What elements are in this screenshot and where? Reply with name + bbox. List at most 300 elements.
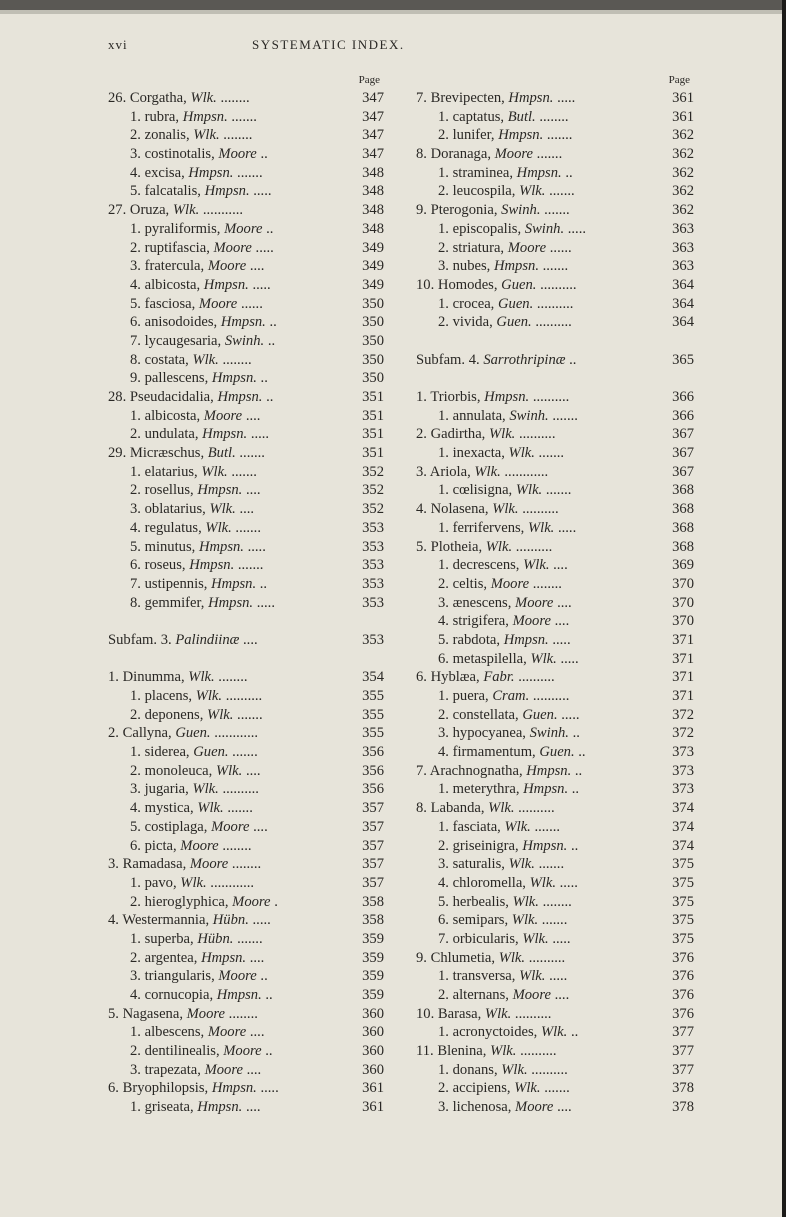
entry-number: 27.	[108, 202, 127, 219]
taxon-name: jugaria,	[144, 781, 189, 798]
taxon-name: Ariola,	[429, 463, 471, 480]
page-reference: 364	[664, 313, 694, 332]
entry-number: 4.	[416, 501, 427, 518]
taxon-name: dentilinealis,	[144, 1043, 220, 1060]
entry-number: 6.	[438, 650, 449, 667]
leader-dots: .......	[549, 183, 575, 200]
species-entry	[416, 1079, 694, 1098]
entry-number: 5.	[438, 893, 449, 910]
taxon-name: albicosta,	[144, 407, 201, 424]
entry-number: 1.	[438, 164, 449, 181]
species-entry	[108, 369, 384, 388]
leader-dots: .......	[538, 856, 565, 873]
taxon-author: Moore	[223, 1043, 262, 1060]
taxon-name: Westermannia,	[122, 912, 210, 929]
leader-dots: .......	[237, 706, 263, 723]
entry-text	[438, 220, 586, 239]
entry-number: 3.	[438, 856, 449, 873]
taxon-author: Hmpsn.	[211, 370, 257, 387]
entry-text	[108, 444, 265, 463]
species-entry	[108, 930, 384, 949]
subfamily-entry	[108, 631, 384, 650]
genus-entry	[416, 1042, 694, 1061]
taxon-author: Moore	[198, 295, 238, 312]
taxon-author: Swinh.	[501, 202, 541, 219]
page-reference: 368	[664, 519, 694, 538]
entry-number: 4.	[130, 987, 141, 1003]
taxon-name: acronyctoides,	[452, 1024, 538, 1041]
taxon-author: Moore	[189, 856, 229, 873]
species-entry	[108, 276, 384, 295]
leader-dots: .......	[232, 744, 258, 761]
taxon-author: Hmpsn.	[516, 164, 562, 181]
entry-text	[438, 313, 572, 332]
page-reference: 361	[664, 89, 694, 108]
entry-text	[130, 818, 268, 837]
column-page-label: Page	[358, 74, 380, 86]
entry-text	[130, 538, 266, 557]
species-entry	[108, 407, 384, 426]
leader-dots: .....	[552, 930, 571, 947]
entry-number: 6.	[130, 314, 141, 331]
entry-number: 1.	[438, 968, 449, 985]
species-entry	[416, 967, 694, 986]
entry-number: 10.	[416, 1005, 435, 1022]
page-reference: 355	[354, 706, 384, 725]
species-entry	[108, 519, 384, 538]
entry-number: 2.	[438, 575, 449, 592]
taxon-name: costinotalis,	[144, 146, 215, 163]
page-reference: 366	[664, 407, 694, 426]
entry-number: 1.	[438, 295, 449, 312]
page-reference: 357	[354, 855, 384, 874]
taxon-author: Hmpsn.	[526, 762, 572, 779]
page-reference: 347	[354, 145, 384, 164]
page-reference: 360	[354, 1005, 384, 1024]
entry-number: 2.	[438, 987, 449, 1003]
species-entry	[108, 164, 384, 183]
entry-number: 3.	[130, 146, 141, 163]
leader-dots: ..	[569, 351, 577, 368]
entry-number: 3.	[130, 501, 141, 518]
entry-text	[108, 201, 243, 220]
page-reference: 376	[664, 986, 694, 1005]
entry-number: 1.	[130, 108, 141, 125]
leader-dots: ..........	[531, 1061, 568, 1078]
taxon-name: transversa,	[452, 968, 516, 985]
entry-number: 6.	[108, 1080, 119, 1097]
taxon-name: cœlisigna,	[452, 482, 513, 499]
entry-text	[438, 1023, 578, 1042]
entry-number: 9.	[416, 949, 427, 966]
species-entry	[416, 612, 694, 631]
entry-number: 1.	[438, 445, 449, 462]
taxon-name: rubra,	[144, 108, 180, 125]
taxon-name: anisodoides,	[144, 314, 218, 331]
taxon-name: firmamentum,	[452, 744, 536, 761]
taxon-name: nubes,	[452, 258, 491, 275]
page-reference: 350	[354, 351, 384, 370]
entry-number: 1.	[130, 220, 141, 237]
entry-number: 2.	[438, 706, 449, 723]
page-reference: 361	[354, 1098, 384, 1117]
page-reference: 374	[664, 799, 694, 818]
taxon-name: undulata,	[144, 426, 199, 443]
taxon-name: Triorbis,	[430, 389, 481, 405]
entry-number: 4.	[438, 613, 449, 630]
taxon-author: Swinh.	[509, 407, 549, 424]
entry-number: 1.	[438, 519, 449, 536]
species-entry	[108, 893, 384, 912]
entry-number: 1.	[438, 220, 449, 237]
taxon-author: Wlk.	[188, 669, 215, 686]
species-entry	[416, 1023, 694, 1042]
taxon-name: fratercula,	[144, 258, 205, 275]
species-entry	[416, 893, 694, 912]
taxon-name: fasciata,	[452, 818, 501, 835]
entry-number: 4.	[130, 276, 141, 293]
genus-entry	[416, 500, 694, 519]
taxon-name: Blenina,	[437, 1043, 487, 1060]
taxon-author: Moore	[218, 146, 257, 163]
entry-number: 3.	[438, 725, 449, 742]
entry-number: 2.	[130, 426, 141, 443]
taxon-name: placens,	[144, 688, 193, 704]
entry-text	[130, 519, 261, 538]
entry-text	[130, 257, 264, 276]
leader-dots: .	[274, 893, 278, 910]
species-entry	[108, 594, 384, 613]
taxon-author: Wlk.	[501, 1061, 528, 1078]
page-reference: 377	[664, 1023, 694, 1042]
taxon-author: Guen.	[522, 706, 558, 723]
leader-dots: .......	[227, 800, 253, 817]
section-gap	[108, 612, 384, 631]
column-page-label: Page	[668, 74, 690, 86]
entry-text	[438, 687, 569, 706]
leader-dots: ........	[532, 575, 562, 592]
entry-text	[130, 687, 262, 706]
subfamily-name: Sarrothripinæ	[483, 351, 566, 368]
subfamily-name: Palindiinæ	[175, 631, 240, 648]
leader-dots: ..........	[514, 1005, 552, 1022]
genus-entry	[108, 855, 384, 874]
leader-dots: .....	[260, 1080, 279, 1097]
entry-number: Subfam. 3.	[108, 631, 172, 648]
taxon-name: lycaugesaria,	[144, 332, 222, 349]
entry-text	[438, 612, 569, 631]
entry-text	[130, 1098, 261, 1117]
taxon-author: Wlk.	[508, 445, 535, 462]
species-entry	[416, 444, 694, 463]
page-reference: 358	[354, 911, 384, 930]
leader-dots: .......	[544, 1080, 570, 1097]
leader-dots: ..........	[532, 688, 570, 704]
page-reference: 348	[354, 220, 384, 239]
entry-number: 6.	[416, 669, 427, 686]
entry-number: 8.	[416, 146, 427, 163]
taxon-author: Wlk.	[498, 949, 526, 966]
subfamily-entry	[416, 351, 694, 370]
taxon-name: gemmifer,	[144, 594, 205, 611]
leader-dots: .......	[534, 818, 561, 835]
genus-entry	[416, 1005, 694, 1024]
taxon-name: Doranaga,	[430, 146, 491, 163]
leader-dots: ..	[565, 164, 573, 181]
taxon-author: Swinh.	[224, 332, 265, 349]
taxon-name: Gadirtha,	[430, 426, 486, 443]
entry-number: 4.	[438, 744, 449, 761]
entry-number: 2.	[130, 239, 141, 256]
entry-text	[438, 575, 562, 594]
entry-number: 2.	[416, 426, 427, 443]
entry-text	[130, 1042, 273, 1061]
page-reference: 368	[664, 481, 694, 500]
page-reference: 363	[664, 257, 694, 276]
taxon-name: Bryophilopsis,	[122, 1080, 209, 1097]
taxon-author: Guen.	[175, 725, 211, 742]
taxon-author: Hmpsn.	[484, 389, 530, 405]
species-entry	[416, 930, 694, 949]
genus-entry	[416, 388, 694, 407]
entry-text	[130, 407, 260, 426]
leader-dots: ..........	[222, 781, 259, 798]
leader-dots: ....	[249, 949, 265, 966]
taxon-author: Moore	[512, 987, 551, 1003]
taxon-name: episcopalis,	[452, 220, 522, 237]
entry-text	[108, 388, 273, 407]
genus-entry	[416, 762, 694, 781]
page-reference: 353	[354, 519, 384, 538]
taxon-author: Wlk.	[485, 538, 513, 555]
taxon-name: rosellus,	[144, 482, 194, 499]
entry-number: 1.	[130, 874, 141, 891]
entry-number: 4.	[130, 164, 141, 181]
entry-number: 1.	[438, 1061, 449, 1078]
species-entry	[416, 575, 694, 594]
entry-text	[130, 332, 275, 351]
leader-dots: .......	[541, 912, 568, 929]
taxon-name: herbealis,	[452, 893, 509, 910]
page-reference: 349	[354, 276, 384, 295]
entry-number: 6.	[438, 912, 449, 929]
entry-text	[438, 126, 572, 145]
entry-number: 1.	[438, 818, 449, 835]
leader-dots: ..	[260, 968, 268, 985]
taxon-name: lunifer,	[452, 127, 495, 144]
leader-dots: .......	[544, 202, 570, 219]
taxon-author: Hmpsn.	[182, 108, 228, 125]
species-entry	[108, 481, 384, 500]
taxon-name: Labanda,	[430, 800, 485, 817]
page-reference: 367	[664, 463, 694, 482]
entry-text	[130, 313, 277, 332]
species-entry	[416, 650, 694, 669]
entry-number: 1.	[416, 389, 427, 405]
entry-text	[438, 164, 573, 183]
entry-number: 3.	[130, 1061, 141, 1078]
leader-dots: .......	[231, 108, 257, 125]
taxon-name: Corgatha,	[129, 90, 187, 106]
page-reference: 362	[664, 182, 694, 201]
entry-number: 2.	[130, 893, 141, 910]
taxon-name: donans,	[452, 1061, 498, 1078]
taxon-name: ruptifascia,	[144, 239, 210, 256]
entry-number: 28.	[108, 389, 127, 405]
taxon-author: Moore	[180, 837, 219, 854]
taxon-name: vivida,	[452, 314, 493, 331]
leader-dots: ...........	[202, 202, 244, 219]
taxon-name: pallescens,	[144, 370, 209, 387]
leader-dots: ..	[266, 220, 274, 237]
species-entry	[416, 481, 694, 500]
entry-text	[438, 780, 579, 799]
page-number: xvi	[108, 37, 128, 52]
taxon-author: Moore	[490, 575, 530, 592]
entry-text	[130, 556, 263, 575]
species-entry	[108, 220, 384, 239]
genus-entry	[416, 89, 694, 108]
species-entry	[108, 351, 384, 370]
leader-dots: ........	[220, 90, 250, 106]
genus-entry	[416, 668, 694, 687]
entry-text	[130, 369, 268, 388]
species-entry	[416, 407, 694, 426]
taxon-author: Hmpsn.	[201, 949, 247, 966]
taxon-author: Wlk.	[192, 351, 219, 368]
entry-number: 7.	[416, 90, 427, 106]
taxon-name: puera,	[452, 688, 489, 704]
entry-number: 3.	[438, 1099, 449, 1116]
taxon-name: siderea,	[144, 744, 190, 761]
taxon-name: crocea,	[452, 295, 495, 312]
page-reference: 361	[354, 1079, 384, 1098]
page-reference: 372	[664, 706, 694, 725]
entry-text	[130, 594, 275, 613]
entry-text	[438, 594, 572, 613]
taxon-author: Moore	[213, 239, 252, 256]
leader-dots: .....	[561, 706, 580, 723]
taxon-author: Moore	[204, 1061, 243, 1078]
taxon-name: leucospila,	[452, 183, 516, 200]
genus-entry	[108, 1005, 384, 1024]
taxon-author: Hmpsn.	[493, 258, 539, 275]
species-entry	[108, 762, 384, 781]
page-reference: 362	[664, 164, 694, 183]
page-reference: 359	[354, 986, 384, 1005]
page-reference: 375	[664, 930, 694, 949]
entry-text	[130, 276, 271, 295]
entry-number: 1.	[130, 744, 141, 761]
page-reference: 347	[354, 89, 384, 108]
taxon-author: Wlk.	[529, 874, 556, 891]
species-entry	[108, 1061, 384, 1080]
page-title: SYSTEMATIC INDEX.	[252, 37, 405, 52]
page-reference: 353	[354, 594, 384, 613]
entry-text	[416, 463, 548, 482]
page-reference: 351	[354, 388, 384, 407]
page-reference: 370	[664, 612, 694, 631]
entry-text	[130, 1061, 261, 1080]
taxon-name: straminea,	[452, 164, 513, 181]
leader-dots: ..	[265, 1043, 273, 1060]
taxon-name: costata,	[144, 351, 189, 368]
leader-dots: .......	[235, 519, 261, 536]
taxon-author: Wlk.	[192, 781, 219, 798]
entry-number: 10.	[416, 276, 435, 293]
entry-text	[130, 780, 259, 799]
entry-text	[416, 949, 565, 968]
species-entry	[416, 911, 694, 930]
entry-number: 29.	[108, 445, 127, 462]
page-right-edge	[782, 0, 800, 1217]
leader-dots: ....	[249, 1024, 265, 1041]
entry-number: 2.	[438, 1080, 449, 1097]
taxon-author: Hmpsn.	[217, 389, 263, 405]
page-reference: 356	[354, 743, 384, 762]
species-entry	[416, 239, 694, 258]
leader-dots: ....	[245, 1099, 261, 1116]
species-entry	[108, 837, 384, 856]
taxon-author: Wlk.	[530, 650, 557, 667]
species-entry	[416, 724, 694, 743]
entry-text	[416, 1005, 551, 1024]
genus-entry	[416, 463, 694, 482]
taxon-name: fasciosa,	[144, 295, 196, 312]
species-entry	[108, 182, 384, 201]
entry-text	[438, 108, 569, 127]
species-entry	[108, 425, 384, 444]
genus-entry	[108, 201, 384, 220]
species-entry	[416, 687, 694, 706]
species-entry	[108, 556, 384, 575]
entry-text	[108, 1079, 279, 1098]
page-reference: 371	[664, 687, 694, 706]
taxon-author: Hmpsn.	[522, 837, 568, 854]
taxon-author: Wlk.	[484, 1005, 512, 1022]
taxon-author: Hmpsn.	[503, 631, 549, 648]
entry-text	[438, 556, 568, 575]
entry-number: 2.	[130, 949, 141, 966]
entry-number: 3.	[108, 856, 119, 873]
species-entry	[108, 239, 384, 258]
leader-dots: .....	[560, 650, 579, 667]
entry-number: 1.	[438, 108, 449, 125]
entry-number: 26.	[108, 90, 127, 106]
species-entry	[108, 126, 384, 145]
entry-text	[130, 239, 274, 258]
taxon-name: Arachnognatha,	[429, 762, 523, 779]
taxon-author: Wlk.	[514, 1080, 541, 1097]
entry-text	[108, 631, 258, 650]
taxon-name: cornucopia,	[144, 987, 214, 1003]
entry-text	[438, 1079, 570, 1098]
leader-dots: .....	[253, 183, 272, 200]
taxon-name: regulatus,	[144, 519, 202, 536]
entry-text	[416, 388, 569, 407]
entry-text	[416, 500, 559, 519]
entry-number: 2.	[438, 239, 449, 256]
page-reference: 348	[354, 164, 384, 183]
entry-text	[438, 706, 580, 725]
taxon-name: Dinumma,	[122, 669, 185, 686]
taxon-name: captatus,	[452, 108, 505, 125]
taxon-author: Guen.	[539, 744, 575, 761]
species-entry	[108, 463, 384, 482]
entry-number: 2.	[130, 706, 141, 723]
genus-entry	[108, 444, 384, 463]
page-reference: 375	[664, 855, 694, 874]
